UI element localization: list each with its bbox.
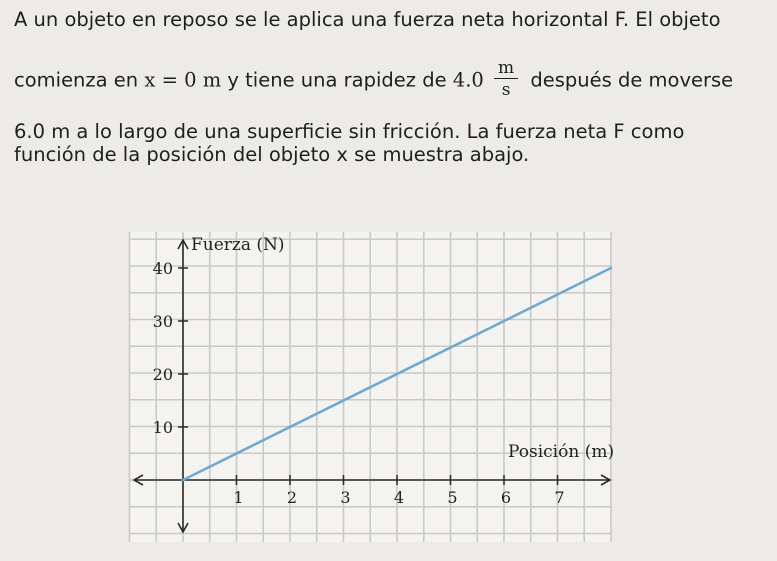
x-tick-label: 6	[500, 488, 512, 507]
x-tick-label: 3	[340, 488, 351, 507]
problem-line-1-text: A un objeto en reposo se le aplica una fuerza neta horizontal F. El objeto	[14, 8, 721, 31]
position-equation: x = 0 m	[144, 68, 222, 92]
y-axis-title: Fuerza (N)	[191, 235, 285, 255]
x-tick-label: 4	[393, 488, 405, 507]
y-tick-label: 20	[152, 365, 173, 384]
x-axis-title: Posición (m)	[508, 442, 615, 462]
x-tick-label: 7	[554, 488, 565, 507]
y-tick-label: 10	[152, 418, 173, 437]
speed-value: 4.0	[452, 68, 484, 92]
speed-unit-numerator: m	[494, 59, 518, 79]
problem-line-2-end: después de moverse	[530, 68, 734, 92]
problem-line-2-start: comienza en	[14, 68, 139, 92]
speed-unit-denominator: s	[501, 80, 511, 100]
x-tick-label: 2	[286, 488, 298, 507]
x-tick-label: 1	[233, 488, 244, 507]
problem-line-3-text: 6.0 m a lo largo de una superficie sin fricción. La fuerza neta F como	[14, 120, 685, 143]
y-tick-label: 30	[152, 312, 173, 331]
problem-line-4-text: función de la posición del objeto x se muestra abajo.	[14, 143, 530, 166]
y-tick-label: 40	[152, 259, 173, 278]
x-tick-label: 5	[447, 488, 458, 507]
problem-line-2-middle: y tiene una rapidez de	[227, 68, 447, 92]
